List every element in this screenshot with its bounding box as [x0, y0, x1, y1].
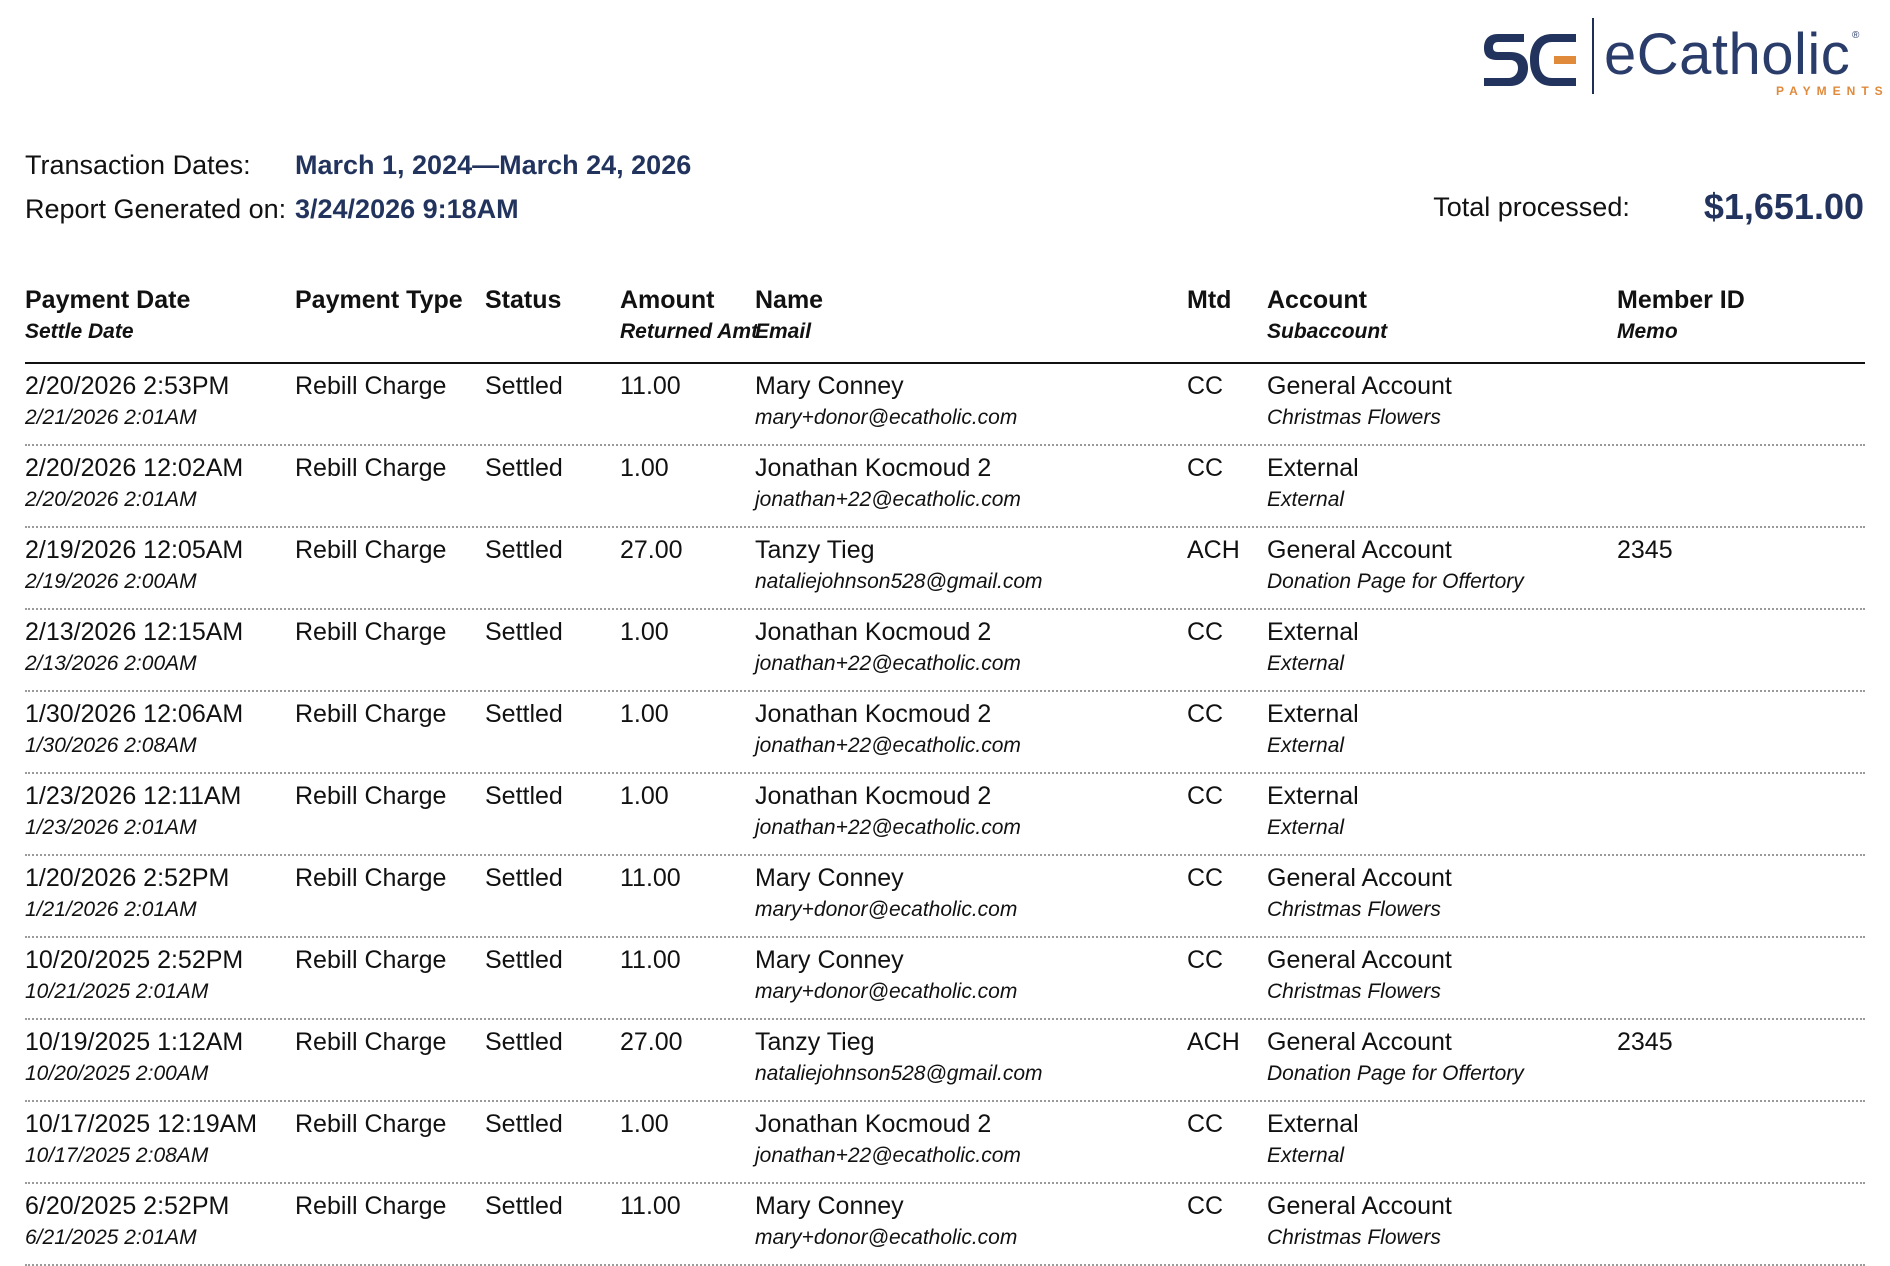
account: General Account — [1267, 372, 1452, 400]
donor-email: jonathan+22@ecatholic.com — [755, 816, 1021, 839]
table-row — [25, 610, 1865, 692]
table-row — [25, 1020, 1865, 1102]
table-header — [25, 284, 1865, 364]
account: General Account — [1267, 864, 1452, 892]
donor-name: Tanzy Tieg — [755, 1028, 875, 1056]
amount: 11.00 — [620, 946, 681, 974]
subaccount: External — [1267, 488, 1345, 511]
table-row — [25, 528, 1865, 610]
donor-name: Jonathan Kocmoud 2 — [755, 454, 992, 482]
amount: 11.00 — [620, 1192, 681, 1220]
payment-type: Rebill Charge — [295, 864, 447, 892]
settle-date: 10/21/2025 2:01AM — [25, 980, 209, 1003]
account: General Account — [1267, 536, 1452, 564]
donor-name: Mary Conney — [755, 864, 904, 892]
total-processed — [1433, 186, 1864, 228]
header-name: Name — [755, 286, 824, 314]
subaccount: Christmas Flowers — [1267, 406, 1441, 429]
account: External — [1267, 454, 1359, 482]
payment-method: CC — [1187, 782, 1224, 810]
donor-email: jonathan+22@ecatholic.com — [755, 734, 1021, 757]
payment-type: Rebill Charge — [295, 1192, 447, 1220]
subaccount: Christmas Flowers — [1267, 1226, 1441, 1249]
amount: 27.00 — [620, 1028, 683, 1056]
settle-date: 1/21/2026 2:01AM — [25, 898, 197, 921]
transaction-dates-row — [25, 143, 691, 187]
payment-date: 2/20/2026 2:53PM — [25, 372, 230, 400]
settle-date: 2/19/2026 2:00AM — [25, 570, 197, 593]
table-row — [25, 1184, 1865, 1266]
account: General Account — [1267, 946, 1452, 974]
account: General Account — [1267, 1192, 1452, 1220]
donor-email: jonathan+22@ecatholic.com — [755, 1144, 1021, 1167]
payment-date: 2/19/2026 12:05AM — [25, 536, 244, 564]
donor-email: nataliejohnson528@gmail.com — [755, 1062, 1043, 1085]
settle-date: 6/21/2025 2:01AM — [25, 1226, 197, 1249]
donor-name: Jonathan Kocmoud 2 — [755, 1110, 992, 1138]
subaccount: External — [1267, 652, 1345, 675]
donor-email: mary+donor@ecatholic.com — [755, 980, 1018, 1003]
settle-date: 2/20/2026 2:01AM — [25, 488, 197, 511]
status: Settled — [485, 372, 563, 400]
settle-date: 1/30/2026 2:08AM — [25, 734, 197, 757]
donor-name: Jonathan Kocmoud 2 — [755, 618, 992, 646]
payment-date: 10/17/2025 12:19AM — [25, 1110, 258, 1138]
donor-name: Jonathan Kocmoud 2 — [755, 700, 992, 728]
status: Settled — [485, 1110, 563, 1138]
subaccount: Donation Page for Offertory — [1267, 1062, 1524, 1085]
payment-type: Rebill Charge — [295, 618, 447, 646]
payment-date: 1/30/2026 12:06AM — [25, 700, 244, 728]
status: Settled — [485, 946, 563, 974]
ecatholic-logo-mark-icon — [1480, 26, 1580, 90]
header-account: Account — [1267, 286, 1367, 314]
subaccount: Christmas Flowers — [1267, 980, 1441, 1003]
amount: 27.00 — [620, 536, 683, 564]
account: External — [1267, 700, 1359, 728]
header-status: Status — [485, 286, 562, 314]
payment-type: Rebill Charge — [295, 946, 447, 974]
payment-date: 2/13/2026 12:15AM — [25, 618, 244, 646]
donor-email: mary+donor@ecatholic.com — [755, 1226, 1018, 1249]
settle-date: 1/23/2026 2:01AM — [25, 816, 197, 839]
table-body — [25, 364, 1865, 1266]
payment-method: CC — [1187, 864, 1224, 892]
amount: 1.00 — [620, 782, 669, 810]
status: Settled — [485, 618, 563, 646]
logo-subtext: PAYMENTS — [1776, 84, 1889, 98]
header-payment-type: Payment Type — [295, 286, 463, 314]
payment-method: CC — [1187, 1192, 1224, 1220]
amount: 1.00 — [620, 618, 669, 646]
transaction-dates-label: Transaction Dates: — [25, 149, 251, 180]
table-row — [25, 774, 1865, 856]
amount: 1.00 — [620, 1110, 669, 1138]
table-row — [25, 938, 1865, 1020]
payment-method: ACH — [1187, 536, 1240, 564]
amount: 1.00 — [620, 454, 669, 482]
table-row — [25, 1102, 1865, 1184]
header-member-id: Member ID — [1617, 286, 1745, 314]
status: Settled — [485, 1192, 563, 1220]
subaccount: External — [1267, 1144, 1345, 1167]
ecatholic-logo — [1480, 18, 1889, 98]
status: Settled — [485, 700, 563, 728]
payment-date: 10/20/2025 2:52PM — [25, 946, 244, 974]
report-meta — [25, 143, 691, 231]
status: Settled — [485, 1028, 563, 1056]
payment-method: ACH — [1187, 1028, 1240, 1056]
status: Settled — [485, 454, 563, 482]
account: General Account — [1267, 1028, 1452, 1056]
report-generated-value: 3/24/2026 9:18AM — [295, 193, 519, 224]
table-row — [25, 364, 1865, 446]
settle-date: 10/20/2025 2:00AM — [25, 1062, 209, 1085]
payment-method: CC — [1187, 946, 1224, 974]
payment-method: CC — [1187, 372, 1224, 400]
account: External — [1267, 618, 1359, 646]
amount: 11.00 — [620, 372, 681, 400]
amount: 11.00 — [620, 864, 681, 892]
member-id: 2345 — [1617, 536, 1673, 564]
table-row — [25, 856, 1865, 938]
payment-type: Rebill Charge — [295, 782, 447, 810]
donor-name: Mary Conney — [755, 946, 904, 974]
payment-type: Rebill Charge — [295, 700, 447, 728]
table-row — [25, 692, 1865, 774]
transaction-dates-value: March 1, 2024—March 24, 2026 — [295, 149, 692, 180]
payment-method: CC — [1187, 454, 1224, 482]
payment-type: Rebill Charge — [295, 536, 447, 564]
logo-divider — [1592, 18, 1594, 94]
status: Settled — [485, 864, 563, 892]
subaccount: External — [1267, 734, 1345, 757]
status: Settled — [485, 536, 563, 564]
member-id: 2345 — [1617, 1028, 1673, 1056]
donor-name: Tanzy Tieg — [755, 536, 875, 564]
donor-email: mary+donor@ecatholic.com — [755, 406, 1018, 429]
subaccount: Christmas Flowers — [1267, 898, 1441, 921]
total-processed-label: Total processed: — [1433, 191, 1630, 222]
transactions-table — [25, 284, 1865, 1266]
header-mtd: Mtd — [1187, 286, 1232, 314]
payment-date: 6/20/2025 2:52PM — [25, 1192, 230, 1220]
payment-date: 10/19/2025 1:12AM — [25, 1028, 244, 1056]
subaccount: Donation Page for Offertory — [1267, 570, 1524, 593]
payment-type: Rebill Charge — [295, 372, 447, 400]
payment-method: CC — [1187, 1110, 1224, 1138]
payment-method: CC — [1187, 700, 1224, 728]
donor-name: Mary Conney — [755, 1192, 904, 1220]
header-amount: Amount — [620, 286, 715, 314]
donor-email: nataliejohnson528@gmail.com — [755, 570, 1043, 593]
amount: 1.00 — [620, 700, 669, 728]
settle-date: 10/17/2025 2:08AM — [25, 1144, 209, 1167]
report-generated-label: Report Generated on: — [25, 193, 287, 224]
status: Settled — [485, 782, 563, 810]
donor-email: jonathan+22@ecatholic.com — [755, 488, 1021, 511]
donor-email: jonathan+22@ecatholic.com — [755, 652, 1021, 675]
header-settle-date: Settle Date — [25, 320, 134, 343]
registered-mark: ® — [1852, 30, 1860, 41]
subaccount: External — [1267, 816, 1345, 839]
donor-email: mary+donor@ecatholic.com — [755, 898, 1018, 921]
report-generated-row — [25, 187, 691, 231]
payment-method: CC — [1187, 618, 1224, 646]
donor-name: Jonathan Kocmoud 2 — [755, 782, 992, 810]
header-returned-amt: Returned Amt — [620, 320, 759, 343]
payment-type: Rebill Charge — [295, 1110, 447, 1138]
payment-type: Rebill Charge — [295, 1028, 447, 1056]
header-payment-date: Payment Date — [25, 286, 191, 314]
header-subaccount: Subaccount — [1267, 320, 1388, 343]
account: External — [1267, 782, 1359, 810]
donor-name: Mary Conney — [755, 372, 904, 400]
header-email: Email — [755, 320, 812, 343]
table-row — [25, 446, 1865, 528]
payment-date: 1/23/2026 12:11AM — [25, 782, 242, 810]
payment-date: 2/20/2026 12:02AM — [25, 454, 244, 482]
payment-type: Rebill Charge — [295, 454, 447, 482]
payment-date: 1/20/2026 2:52PM — [25, 864, 230, 892]
settle-date: 2/13/2026 2:00AM — [25, 652, 197, 675]
logo-wordmark: eCatholic — [1604, 22, 1851, 87]
header-memo: Memo — [1617, 320, 1678, 343]
total-processed-value: $1,651.00 — [1703, 186, 1864, 227]
account: External — [1267, 1110, 1359, 1138]
settle-date: 2/21/2026 2:01AM — [25, 406, 197, 429]
